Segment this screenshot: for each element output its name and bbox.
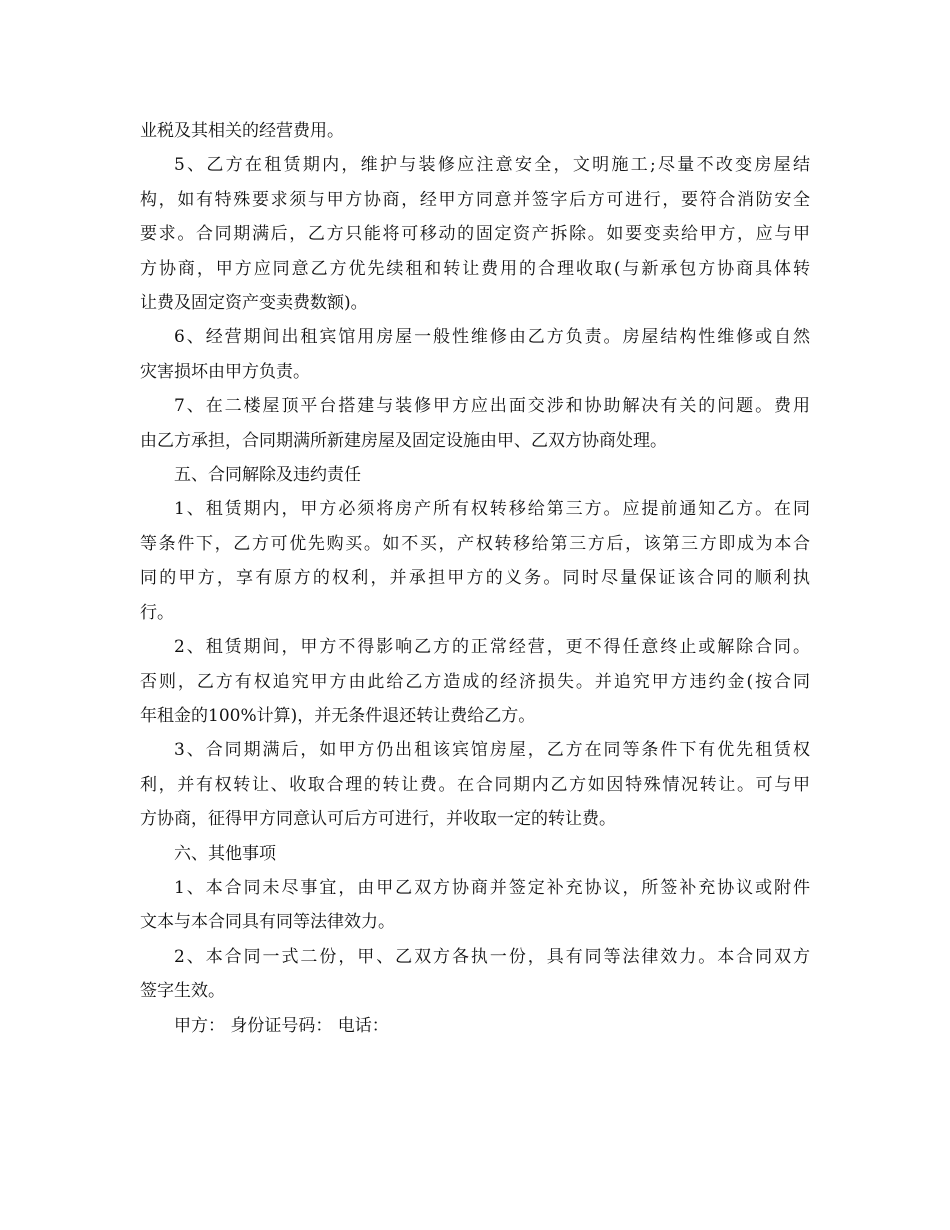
section-5-clause-1-line-3: 同的甲方，享有原方的权利，并承担甲方的义务。同时尽量保证该合同的顺利执 bbox=[140, 568, 810, 589]
section-5-clause-2-line-1: 2、租赁期间，甲方不得影响乙方的正常经营，更不得任意终止或解除合同。 bbox=[174, 637, 810, 658]
section-6-clause-1-line-2: 文本与本合同具有同等法律效力。 bbox=[140, 912, 395, 933]
section-5-clause-3-line-2: 利，并有权转让、收取合理的转让费。在合同期内乙方如因特殊情况转让。可与甲 bbox=[140, 774, 810, 795]
section-5-clause-3-line-1: 3、合同期满后，如甲方仍出租该宾馆房屋，乙方在同等条件下有优先租赁权 bbox=[174, 740, 810, 761]
section-6-clause-1-line-1: 1、本合同未尽事宜，由甲乙双方协商并签定补充协议，所签补充协议或附件 bbox=[174, 877, 810, 898]
clause-5-line-4: 方协商，甲方应同意乙方优先续租和转让费用的合理收取(与新承包方协商具体转 bbox=[140, 258, 810, 279]
section-heading-5: 五、合同解除及违约责任 bbox=[174, 465, 361, 486]
clause-6-line-1: 6、经营期间出租宾馆用房屋一般性维修由乙方负责。房屋结构性维修或自然 bbox=[174, 327, 810, 348]
clause-6-line-2: 灾害损坏由甲方负责。 bbox=[140, 361, 310, 382]
clause-5-line-2: 构，如有特殊要求须与甲方协商，经甲方同意并签字后方可进行，要符合消防安全 bbox=[140, 189, 810, 210]
section-heading-6: 六、其他事项 bbox=[174, 843, 276, 864]
signature-line: 甲方： 身份证号码： 电话： bbox=[174, 1015, 389, 1036]
section-6-clause-2-line-1: 2、本合同一式二份，甲、乙双方各执一份，具有同等法律效力。本合同双方 bbox=[174, 946, 810, 967]
section-5-clause-3-line-3: 方协商，征得甲方同意认可后方可进行，并收取一定的转让费。 bbox=[140, 809, 616, 830]
clause-5-line-1: 5、乙方在租赁期内，维护与装修应注意安全，文明施工;尽量不改变房屋结 bbox=[174, 155, 810, 176]
clause-5-line-5: 让费及固定资产变卖费数额)。 bbox=[140, 293, 368, 314]
section-5-clause-1-line-2: 等条件下，乙方可优先购买。如不买，产权转移给第三方后，该第三方即成为本合 bbox=[140, 533, 810, 554]
section-5-clause-1-line-4: 行。 bbox=[140, 602, 174, 623]
section-5-clause-2-line-3: 年租金的100%计算)，并无条件退还转让费给乙方。 bbox=[140, 705, 536, 726]
clause-7-line-1: 7、在二楼屋顶平台搭建与装修甲方应出面交涉和协助解决有关的问题。费用 bbox=[174, 396, 810, 417]
clause-5-line-3: 要求。合同期满后，乙方只能将可移动的固定资产拆除。如要变卖给甲方，应与甲 bbox=[140, 224, 810, 245]
section-5-clause-2-line-2: 否则，乙方有权追究甲方由此给乙方造成的经济损失。并追究甲方违约金(按合同 bbox=[140, 671, 810, 692]
section-5-clause-1-line-1: 1、租赁期内，甲方必须将房产所有权转移给第三方。应提前通知乙方。在同 bbox=[174, 499, 810, 520]
clause-7-line-2: 由乙方承担，合同期满所新建房屋及固定设施由甲、乙双方协商处理。 bbox=[140, 430, 667, 451]
text-line: 业税及其相关的经营费用。 bbox=[140, 121, 344, 141]
section-6-clause-2-line-2: 签字生效。 bbox=[140, 981, 225, 1002]
